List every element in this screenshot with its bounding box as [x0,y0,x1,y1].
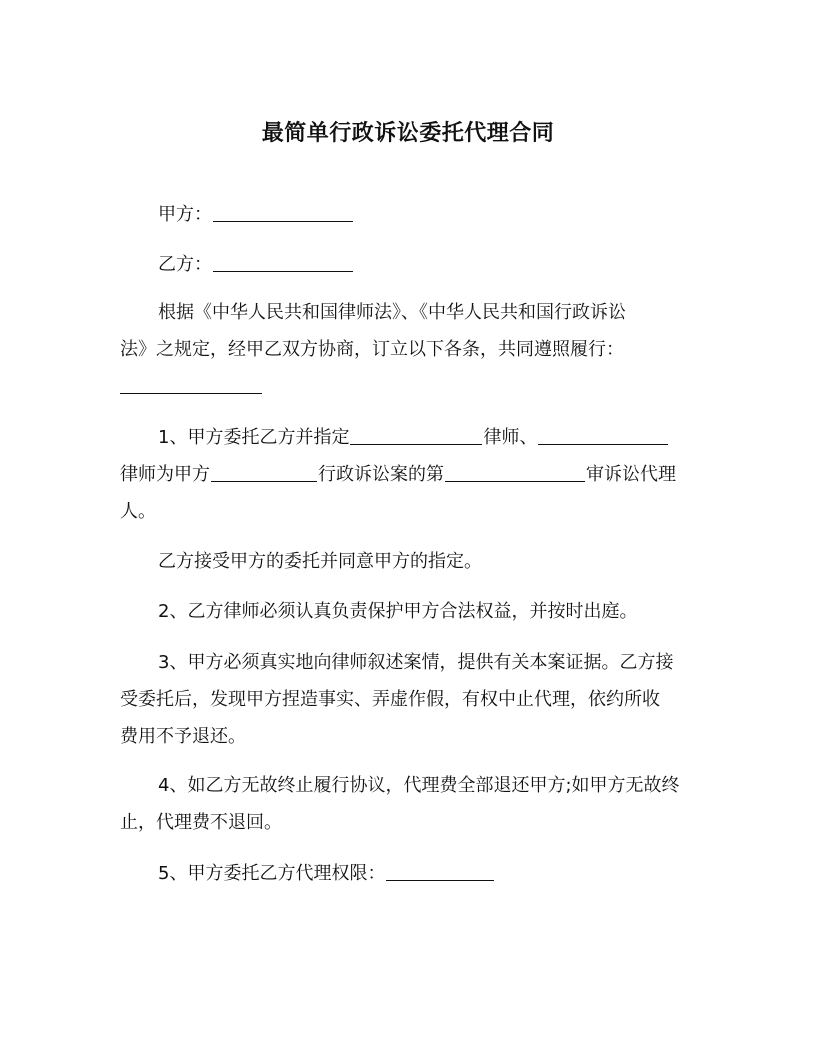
party-b-label: 乙方： [158,254,212,275]
clause-2-paragraph [120,593,700,630]
document-title: 最简单行政诉讼委托代理合同 [261,121,555,146]
clause-5-text: 5、甲方委托乙方代理权限： [158,863,386,884]
clause-3-paragraph [120,644,700,755]
party-a-label: 甲方： [158,204,212,225]
clause-1-text-a: 1、甲方委托乙方并指定 [158,427,350,448]
clause-1-text-c: 律师为甲方 [120,464,210,485]
lawyer-2-blank[interactable] [538,426,668,445]
clause-4-line-1: 4、如乙方无故终止履行协议，代理费全部退还甲方;如甲方无故终 [158,775,680,796]
clause-1-text-d: 行政诉讼案的第 [318,464,444,485]
clause-1-paragraph [120,419,700,530]
authority-blank[interactable] [386,862,494,881]
clause-2-text: 2、乙方律师必须认真负责保护甲方合法权益，并按时出庭。 [158,601,638,622]
preamble-paragraph [120,294,700,405]
lawyer-1-blank[interactable] [350,426,482,445]
clause-3-line-3: 费用不予退还。 [120,726,246,747]
instance-blank[interactable] [445,463,585,482]
preamble-blank[interactable] [120,375,262,394]
acceptance-paragraph [120,543,700,580]
clause-1-text-f: 人。 [120,501,156,522]
preamble-line-2: 法》之规定，经甲乙双方协商，订立以下各条，共同遵照履行： [120,339,624,360]
party-b-blank[interactable] [213,253,353,272]
party-a-field [120,196,700,233]
clause-1-text-e: 审诉讼代理 [586,464,676,485]
clause-3-line-2: 受委托后，发现甲方捏造事实、弄虚作假，有权中止代理，依约所收 [120,689,660,710]
case-name-blank[interactable] [211,463,317,482]
clause-4-paragraph [120,767,700,841]
clause-5-paragraph [120,855,700,892]
preamble-line-1: 根据《中华人民共和国律师法》、《中华人民共和国行政诉讼 [158,302,626,323]
clause-4-line-2: 止，代理费不退回。 [120,812,282,833]
party-a-blank[interactable] [213,203,353,222]
clause-3-line-1: 3、甲方必须真实地向律师叙述案情，提供有关本案证据。乙方接 [158,652,674,673]
party-b-field [120,246,700,283]
acceptance-text: 乙方接受甲方的委托并同意甲方的指定。 [158,551,482,572]
clause-1-text-b: 律师、 [483,427,538,448]
